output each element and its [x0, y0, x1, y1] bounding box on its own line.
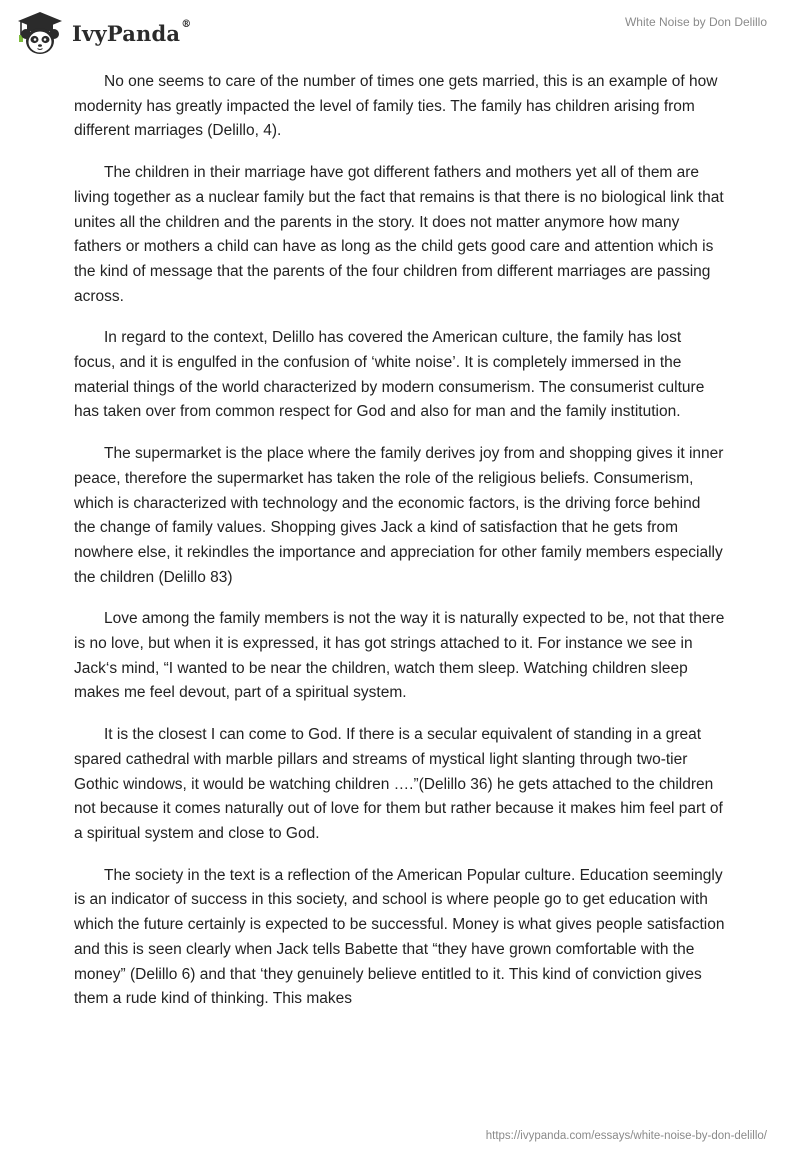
paragraph-2: The children in their marriage have got different fathers and mothers yet all of them are living together as a nuclear family but the fact that remains is that there is no biological link that unites all the children and the parents in the story. It does not matter anymore how many fathers or mothers a child can have as long as the child gets good care and attention which is the kind of message that the parents of the four children from different marriages are passing across. [74, 164, 724, 305]
paragraph-7: The society in the text is a reflection of the American Popular culture. Education seemingly is an indicator of success in this society, and school is where people go to get education with which the future certainly is expected to be successful. Money is what gives people satisfaction and this is seen clearly when Jack tells Babette that “they have grown comfortable with the money” (Delillo 6) and that ‘they genuinely believe entitled to it. This kind of conviction gives them a rude kind of thinking. This makes [74, 866, 725, 1008]
document-title: White Noise by Don Delillo [624, 15, 767, 29]
registered-mark: ® [181, 18, 192, 30]
brand-name: IvyPanda® [72, 18, 192, 46]
paragraph-6: It is the closest I can come to God. If there is a secular equivalent of standing in a great spared cathedral with marble pillars and streams of mystical light slanting through two-tier Gothic windows, it would be watching children ….”(Delillo 36) he gets attached to the children not because it comes naturally out of love for them but rather because it makes him feel part of a spiritual system and close to God. [74, 726, 723, 842]
panda-graduate-icon [14, 10, 66, 56]
source-url[interactable]: https://ivypanda.com/essays/white-noise-by-don-delillo/ [485, 1130, 767, 1142]
page-header [0, 0, 800, 70]
paragraph-1: No one seems to care of the number of times one gets married, this is an example of how modernity has greatly impacted the level of family ties. The family has children arising from different marriages (Delillo, 4). [74, 73, 718, 140]
paragraph-5: Love among the family members is not the way it is naturally expected to be, not that there is no love, but when it is expressed, it has got strings attached to it. For instance we see in Jack‘s mind, “I wanted to be near the children, watch them sleep. Watching children sleep makes me feel devout, part of a spiritual system. [74, 610, 725, 702]
brand-logo[interactable] [14, 10, 191, 56]
essay-body [74, 70, 726, 1029]
paragraph-3: In regard to the context, Delillo has covered the American culture, the family has lost focus, and it is engulfed in the confusion of ‘white noise’. It is completely immersed in the material things of the world characterized by modern consumerism. The consumerist culture has taken over from common respect for God and also for man and the family institution. [74, 329, 705, 421]
paragraph-4: The supermarket is the place where the family derives joy from and shopping gives it inner peace, therefore the supermarket has taken the role of the religious beliefs. Consumerism, which is characterized with technology and the economic factors, is the driving force behind the change of family values. Shopping gives Jack a kind of satisfaction that he gets from nowhere else, it rekindles the importance and appreciation for other family members especially the children (Delillo 83) [74, 445, 724, 586]
